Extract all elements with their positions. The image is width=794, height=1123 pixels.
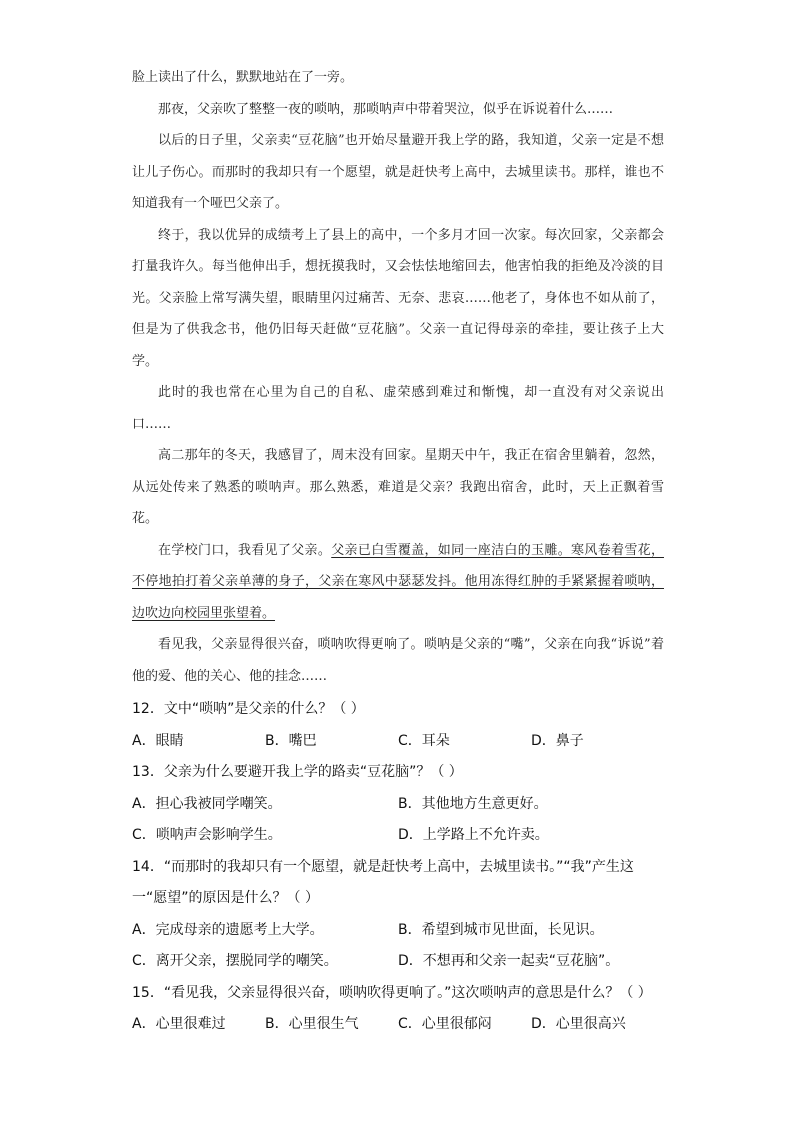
passage-paragraph: 那夜，父亲吹了整整一夜的唢呐，那唢呐声中带着哭泣，似乎在诉说着什么…… [158, 101, 614, 117]
question-14 [132, 852, 664, 978]
option-b[interactable]: B．其他地方生意更好。 [398, 795, 548, 812]
passage-paragraph: 脸上读出了什么，默默地站在了一旁。 [132, 70, 354, 85]
question-list [132, 694, 664, 1041]
passage-paragraph: 以后的日子里，父亲卖“豆花脑”也开始尽量避开我上学的路，我知道，父亲一定是不想让儿子伤心。而那时的我却只有一个愿望，就是赶快考上高中，去城里读书。那样，谁也不知道我有一个哑巴父亲了。 [132, 133, 664, 211]
reading-passage [132, 62, 664, 692]
option-b[interactable]: B．心里很生气 [265, 1016, 359, 1032]
option-d[interactable]: D．上学路上不允许卖。 [398, 827, 549, 843]
underlined-sentence: 父亲已白雪覆盖，如同一座洁白的玉雕。寒风卷着雪花，不停地拍打着父亲单薄的身子，父亲在寒风中瑟瑟发抖。他用冻得红肿的手紧紧握着唢呐，边吹边向校园里张望着。 [132, 542, 664, 621]
option-b[interactable]: B．希望到城市见世面，长见识。 [398, 921, 604, 938]
question-stem: 12．文中“唢呐”是父亲的什么？（ ） [132, 701, 365, 717]
option-a[interactable]: A．眼睛 [132, 732, 184, 749]
option-b[interactable]: B．嘴巴 [265, 732, 317, 749]
option-c[interactable]: C．唢呐声会影响学生。 [132, 827, 282, 843]
passage-text: 在学校门口，我看见了父亲。 [158, 542, 332, 558]
option-row [132, 789, 664, 821]
question-12 [132, 694, 664, 757]
passage-paragraph: 终于，我以优异的成绩考上了县上的高中，一个多月才回一次家。每次回家，父亲都会打量我许久。每当他伸出手，想抚摸我时，又会怯怯地缩回去，他害怕我的拒绝及冷淡的目光。父亲脸上常写满失望，眼睛里闪过痛苦、无奈、悲哀……他老了，身体也不如从前了，但是为了供我念书，他仍旧每天赶做“豆花脑”。父亲一直记得母亲的牵挂，要让孩子上大学。 [132, 227, 664, 369]
option-a[interactable]: A．担心我被同学嘲笑。 [132, 795, 282, 812]
option-row [132, 726, 664, 758]
option-a[interactable]: A．心里很难过 [132, 1016, 226, 1032]
question-stem: 14．“而那时的我却只有一个愿望，就是赶快考上高中，去城里读书。”“我”产生这一“愿望”的原因是什么？（ ） [132, 858, 634, 906]
option-row [132, 1009, 664, 1041]
option-row [132, 820, 664, 852]
option-c[interactable]: C．耳朵 [398, 732, 450, 749]
passage-paragraph: 看见我，父亲显得很兴奋，唢呐吹得更响了。唢呐是父亲的“嘴”，父亲在向我“诉说”着他的爱、他的关心、他的挂念…… [132, 637, 664, 684]
passage-paragraph: 高二那年的冬天，我感冒了，周末没有回家。星期天中午，我正在宿舍里躺着，忽然，从远处传来了熟悉的唢呐声。那么熟悉，难道是父亲？我跑出宿舍，此时，天上正飘着雪花。 [132, 448, 664, 526]
option-row [132, 915, 664, 947]
option-d[interactable]: D．不想再和父亲一起卖“豆花脑”。 [398, 953, 620, 969]
option-c[interactable]: C．离开父亲，摆脱同学的嘲笑。 [132, 953, 338, 969]
question-15 [132, 978, 664, 1041]
passage-paragraph [132, 535, 664, 630]
passage-paragraph: 此时的我也常在心里为自己的自私、虚荣感到难过和惭愧，却一直没有对父亲说出口…… [132, 385, 664, 432]
option-row [132, 946, 664, 978]
option-d[interactable]: D．心里很高兴 [531, 1016, 626, 1032]
option-c[interactable]: C．心里很郁闷 [398, 1016, 492, 1032]
option-a[interactable]: A．完成母亲的遗愿考上大学。 [132, 921, 324, 938]
option-d[interactable]: D．鼻子 [531, 732, 584, 749]
question-stem: 13．父亲为什么要避开我上学的路卖“豆花脑”？（ ） [132, 764, 463, 780]
question-13 [132, 757, 664, 852]
question-stem: 15．“看见我，父亲显得很兴奋，唢呐吹得更响了。”这次唢呐声的意思是什么？（ ） [132, 984, 652, 1001]
